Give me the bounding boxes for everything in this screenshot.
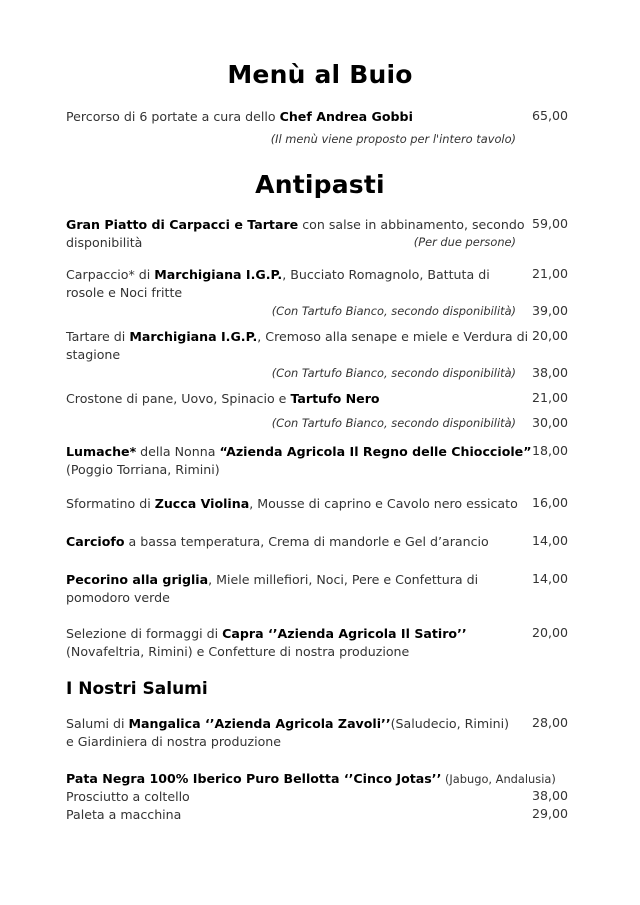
item-name: Mangalica ‘’Azienda Agricola Zavoli’’ bbox=[128, 716, 391, 731]
menu-item-line2: e Giardiniera di nostra produzione bbox=[66, 734, 282, 749]
menu-item bbox=[66, 495, 518, 513]
item-desc: Selezione di formaggi di bbox=[66, 626, 223, 641]
item-price: 28,00 bbox=[531, 715, 568, 730]
item-desc: Carpaccio* di bbox=[66, 267, 155, 282]
menu-item-line2: stagione bbox=[66, 347, 121, 362]
item-desc: (Saludecio, Rimini) bbox=[390, 716, 510, 731]
item-desc: , Bucciato Romagnolo, Battuta di bbox=[282, 267, 490, 282]
item-desc: , Miele millefiori, Noci, Pere e Confettura di bbox=[208, 572, 479, 587]
item-note: (Per due persone) bbox=[413, 235, 516, 249]
menu-item-line2: pomodoro verde bbox=[66, 590, 170, 605]
item-price: 16,00 bbox=[531, 495, 568, 510]
salumi-title: I Nostri Salumi bbox=[66, 679, 208, 699]
desc-text: Percorso di 6 portate a cura dello bbox=[66, 109, 280, 124]
producer-name: “Azienda Agricola Il Regno delle Chiocciole” bbox=[219, 444, 532, 459]
variant-price: 38,00 bbox=[531, 365, 568, 380]
sub-item-price: 29,00 bbox=[531, 806, 568, 821]
menu-buio-title: Menù al Buio bbox=[227, 60, 413, 89]
item-desc: Tartare di bbox=[66, 329, 130, 344]
sub-item-price: 38,00 bbox=[531, 788, 568, 803]
item-name: Marchigiana I.G.P. bbox=[129, 329, 258, 344]
item-name: Marchigiana I.G.P. bbox=[154, 267, 283, 282]
item-desc: con salse in abbinamento, secondo bbox=[298, 217, 525, 232]
item-desc: , Mousse di caprino e Cavolo nero essicato bbox=[249, 496, 518, 511]
sub-item: Prosciutto a coltello bbox=[66, 789, 190, 804]
menu-item bbox=[66, 533, 506, 551]
menu-item-line2: disponibilità bbox=[66, 235, 143, 250]
variant-price: 30,00 bbox=[531, 415, 568, 430]
menu-buio-price: 65,00 bbox=[531, 108, 568, 123]
item-desc: , Cremoso alla senape e miele e Verdura di bbox=[257, 329, 529, 344]
item-name: Gran Piatto di Carpacci e Tartare bbox=[66, 217, 299, 232]
item-name: Tartufo Nero bbox=[290, 391, 380, 406]
item-name: Pecorino alla griglia bbox=[66, 572, 209, 587]
item-name: Pata Negra 100% Iberico Puro Bellotta ‘’Cinco Jotas’’ bbox=[66, 771, 442, 786]
chef-name: Chef Andrea Gobbi bbox=[279, 109, 413, 124]
item-desc: Crostone di pane, Uovo, Spinacio e bbox=[66, 391, 291, 406]
antipasti-title: Antipasti bbox=[255, 170, 385, 199]
item-name: Carciofo bbox=[66, 534, 125, 549]
menu-item bbox=[66, 443, 532, 461]
menu-item bbox=[66, 390, 506, 408]
menu-item bbox=[66, 216, 525, 234]
menu-item-line2: (Poggio Torriana, Rimini) bbox=[66, 462, 220, 477]
menu-item bbox=[66, 266, 506, 284]
item-price: 20,00 bbox=[531, 625, 568, 640]
item-price: 59,00 bbox=[531, 216, 568, 231]
menu-item bbox=[66, 571, 506, 589]
item-name: Zucca Violina bbox=[154, 496, 250, 511]
item-price: 21,00 bbox=[531, 390, 568, 405]
menu-item bbox=[66, 770, 566, 788]
menu-item bbox=[66, 328, 529, 346]
item-name: Capra ‘’Azienda Agricola Il Satiro’’ bbox=[222, 626, 467, 641]
item-name: Lumache* bbox=[66, 444, 137, 459]
item-desc: Salumi di bbox=[66, 716, 129, 731]
menu-item bbox=[66, 715, 510, 733]
item-price: 20,00 bbox=[531, 328, 568, 343]
item-price: 14,00 bbox=[531, 533, 568, 548]
menu-buio-desc bbox=[66, 108, 506, 126]
item-price: 21,00 bbox=[531, 266, 568, 281]
item-price: 18,00 bbox=[531, 443, 568, 458]
menu-buio-note: (Il menù viene proposto per l'intero tavolo) bbox=[270, 132, 516, 146]
item-origin: (Jabugo, Andalusia) bbox=[441, 772, 556, 786]
menu-item-line2: (Novafeltria, Rimini) e Confetture di nostra produzione bbox=[66, 644, 410, 659]
variant-note: (Con Tartufo Bianco, secondo disponibilità) bbox=[271, 304, 516, 318]
menu-item bbox=[66, 625, 506, 643]
variant-note: (Con Tartufo Bianco, secondo disponibilità) bbox=[271, 366, 516, 380]
item-desc: Sformatino di bbox=[66, 496, 155, 511]
item-price: 14,00 bbox=[531, 571, 568, 586]
sub-item: Paleta a macchina bbox=[66, 807, 182, 822]
variant-note: (Con Tartufo Bianco, secondo disponibilità) bbox=[271, 416, 516, 430]
menu-item-line2: rosole e Noci fritte bbox=[66, 285, 183, 300]
item-desc: della Nonna bbox=[136, 444, 220, 459]
variant-price: 39,00 bbox=[531, 303, 568, 318]
item-desc: a bassa temperatura, Crema di mandorle e Gel d’arancio bbox=[124, 534, 489, 549]
